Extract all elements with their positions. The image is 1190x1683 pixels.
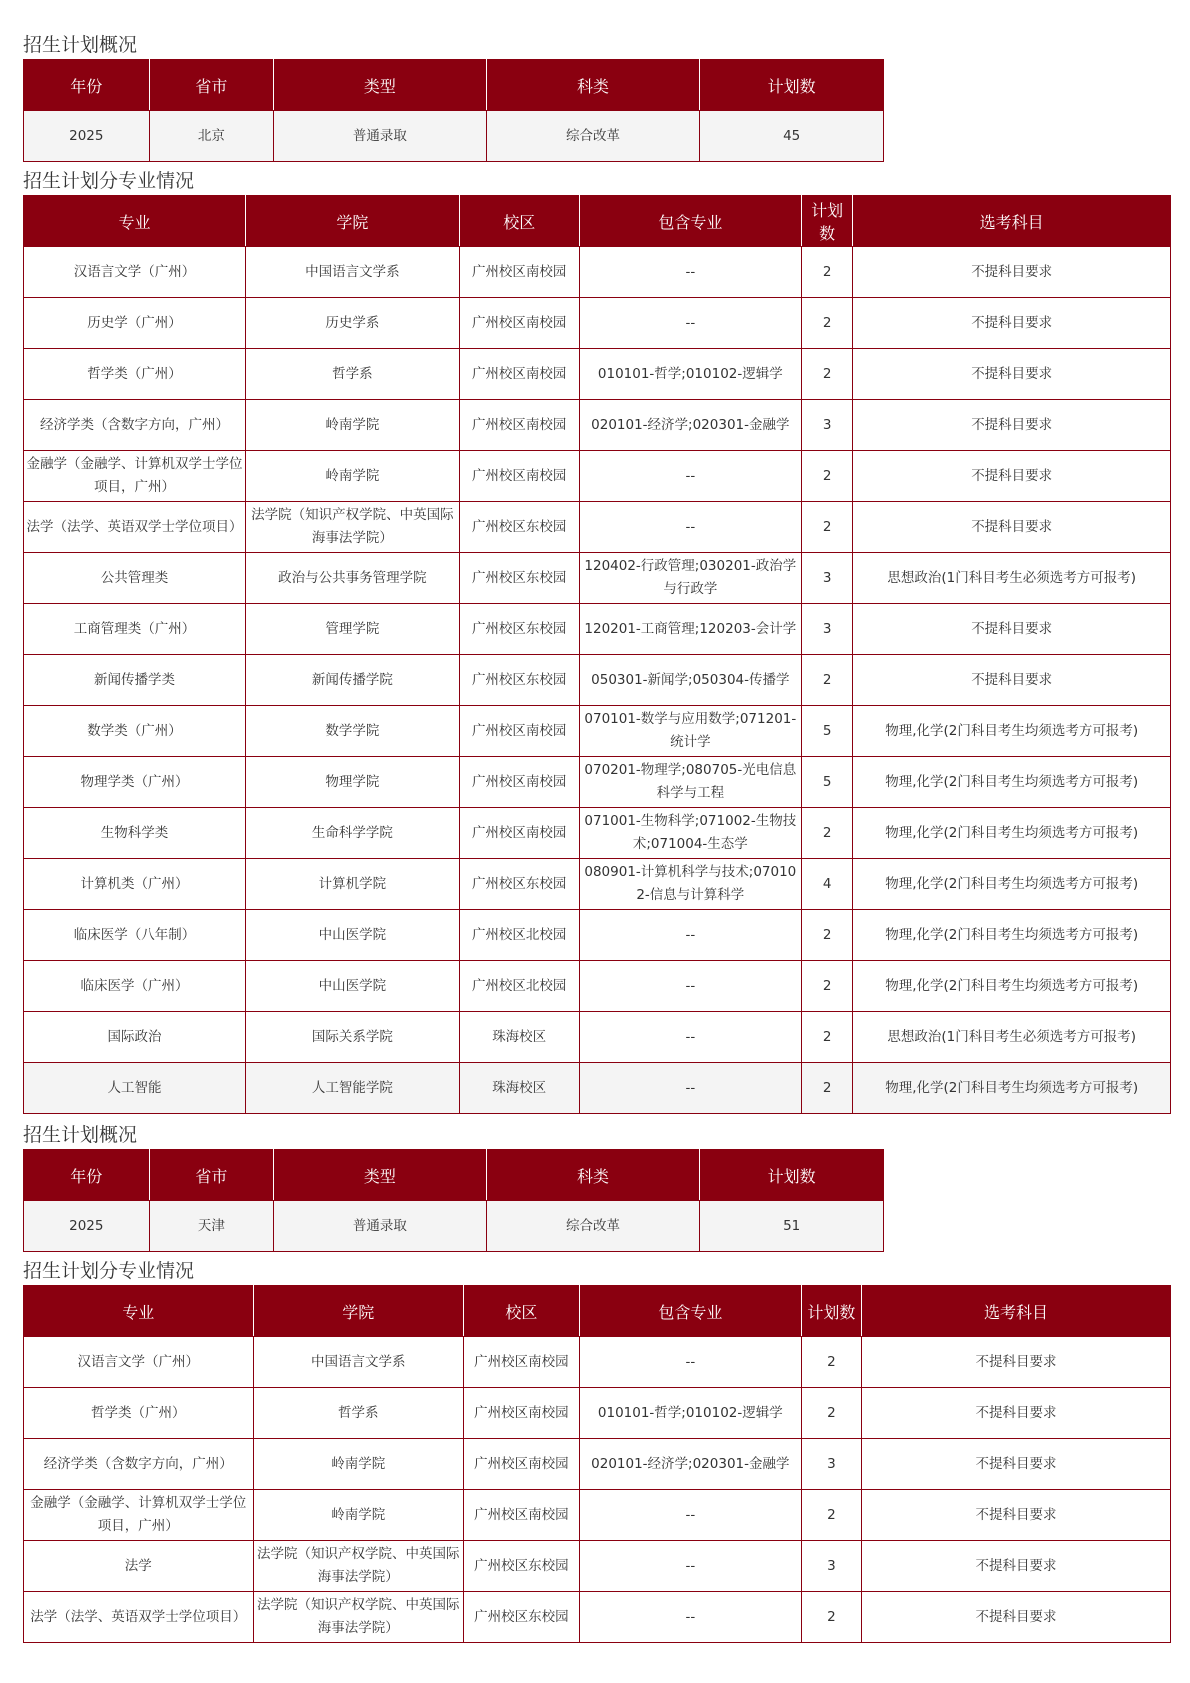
cell-college: 岭南学院	[253, 1439, 463, 1490]
detail-title: 招生计划分专业情况	[23, 1260, 195, 1282]
header-campus: 校区	[459, 196, 579, 247]
cell-college: 法学院（知识产权学院、中英国际海事法学院）	[246, 502, 460, 553]
header-year: 年份	[24, 60, 150, 111]
table-row	[24, 1439, 1171, 1490]
cell-included-majors: --	[579, 1063, 801, 1114]
table-row	[24, 1541, 1171, 1592]
header-type: 类型	[274, 1150, 487, 1201]
detail-table-tianjin	[23, 1285, 1171, 1643]
cell-plan: 2	[801, 910, 853, 961]
cell-major: 汉语言文学（广州）	[24, 1337, 254, 1388]
cell-college: 岭南学院	[246, 400, 460, 451]
table-row	[24, 655, 1171, 706]
header-campus: 校区	[463, 1286, 579, 1337]
table-row	[24, 502, 1171, 553]
header-included-majors: 包含专业	[579, 1286, 801, 1337]
cell-subjects: 不提科目要求	[861, 1490, 1170, 1541]
header-year: 年份	[24, 1150, 150, 1201]
detail-header-row	[24, 196, 1171, 247]
cell-included-majors: --	[579, 502, 801, 553]
cell-major: 公共管理类	[24, 553, 246, 604]
table-row	[24, 706, 1171, 757]
cell-college: 政治与公共事务管理学院	[246, 553, 460, 604]
table-row	[24, 553, 1171, 604]
cell-campus: 广州校区东校园	[459, 655, 579, 706]
cell-plan: 3	[801, 553, 853, 604]
cell-campus: 广州校区东校园	[459, 859, 579, 910]
overview-title: 招生计划概况	[23, 34, 138, 56]
cell-college: 岭南学院	[246, 451, 460, 502]
cell-plan: 5	[801, 757, 853, 808]
overview-title: 招生计划概况	[23, 1124, 138, 1146]
cell-major: 哲学类（广州）	[24, 349, 246, 400]
cell-category: 综合改革	[486, 111, 700, 162]
cell-subjects: 不提科目要求	[853, 298, 1171, 349]
table-row	[24, 1063, 1171, 1114]
cell-included-majors: 020101-经济学;020301-金融学	[579, 1439, 801, 1490]
cell-subjects: 不提科目要求	[853, 349, 1171, 400]
overview-header-row	[24, 60, 884, 111]
cell-major: 计算机类（广州）	[24, 859, 246, 910]
cell-included-majors: --	[579, 451, 801, 502]
table-row	[24, 757, 1171, 808]
cell-year: 2025	[24, 111, 150, 162]
cell-college: 国际关系学院	[246, 1012, 460, 1063]
cell-college: 数学学院	[246, 706, 460, 757]
table-row	[24, 1490, 1171, 1541]
cell-subjects: 物理,化学(2门科目考生均须选考方可报考)	[853, 706, 1171, 757]
cell-included-majors: 050301-新闻学;050304-传播学	[579, 655, 801, 706]
cell-college: 中山医学院	[246, 910, 460, 961]
table-row	[24, 1592, 1171, 1643]
cell-category: 综合改革	[486, 1201, 700, 1252]
cell-plan: 2	[801, 502, 853, 553]
cell-subjects: 不提科目要求	[861, 1337, 1170, 1388]
overview-table-beijing	[23, 59, 884, 162]
cell-major: 生物科学类	[24, 808, 246, 859]
table-row	[24, 859, 1171, 910]
table-row	[24, 247, 1171, 298]
cell-major: 人工智能	[24, 1063, 246, 1114]
cell-plan: 2	[801, 349, 853, 400]
cell-campus: 广州校区南校园	[459, 757, 579, 808]
page-content	[23, 32, 1171, 1651]
cell-college: 物理学院	[246, 757, 460, 808]
cell-plan: 2	[801, 655, 853, 706]
cell-plan: 2	[801, 1063, 853, 1114]
cell-plan: 2	[801, 1592, 861, 1643]
cell-included-majors: 120402-行政管理;030201-政治学与行政学	[579, 553, 801, 604]
cell-campus: 广州校区东校园	[459, 604, 579, 655]
cell-major: 历史学（广州）	[24, 298, 246, 349]
cell-province: 北京	[149, 111, 274, 162]
table-row	[24, 1012, 1171, 1063]
cell-included-majors: 070101-数学与应用数学;071201-统计学	[579, 706, 801, 757]
cell-college: 哲学系	[253, 1388, 463, 1439]
cell-included-majors: --	[579, 1337, 801, 1388]
header-plan: 计划数	[700, 60, 884, 111]
cell-major: 工商管理类（广州）	[24, 604, 246, 655]
cell-campus: 广州校区南校园	[463, 1439, 579, 1490]
cell-campus: 广州校区南校园	[459, 298, 579, 349]
cell-province: 天津	[149, 1201, 274, 1252]
cell-major: 金融学（金融学、计算机双学士学位项目，广州）	[24, 451, 246, 502]
cell-plan: 3	[801, 400, 853, 451]
cell-campus: 珠海校区	[459, 1063, 579, 1114]
cell-included-majors: --	[579, 247, 801, 298]
cell-included-majors: --	[579, 910, 801, 961]
overview-row	[24, 111, 884, 162]
table-row	[24, 910, 1171, 961]
cell-year: 2025	[24, 1201, 150, 1252]
cell-college: 中山医学院	[246, 961, 460, 1012]
cell-campus: 广州校区南校园	[459, 400, 579, 451]
cell-included-majors: --	[579, 1012, 801, 1063]
cell-type: 普通录取	[274, 111, 487, 162]
cell-subjects: 不提科目要求	[861, 1541, 1170, 1592]
cell-included-majors: 010101-哲学;010102-逻辑学	[579, 1388, 801, 1439]
cell-plan: 45	[700, 111, 884, 162]
header-plan: 计划数	[700, 1150, 884, 1201]
cell-subjects: 不提科目要求	[853, 502, 1171, 553]
cell-subjects: 不提科目要求	[853, 655, 1171, 706]
cell-included-majors: 070201-物理学;080705-光电信息科学与工程	[579, 757, 801, 808]
cell-included-majors: --	[579, 298, 801, 349]
cell-included-majors: 020101-经济学;020301-金融学	[579, 400, 801, 451]
cell-subjects: 不提科目要求	[861, 1388, 1170, 1439]
table-row	[24, 808, 1171, 859]
cell-major: 金融学（金融学、计算机双学士学位项目，广州）	[24, 1490, 254, 1541]
cell-plan: 51	[700, 1201, 884, 1252]
cell-college: 法学院（知识产权学院、中英国际海事法学院）	[253, 1541, 463, 1592]
header-major: 专业	[24, 1286, 254, 1337]
cell-included-majors: --	[579, 961, 801, 1012]
overview-table-tianjin	[23, 1149, 884, 1252]
table-row	[24, 349, 1171, 400]
cell-subjects: 物理,化学(2门科目考生均须选考方可报考)	[853, 1063, 1171, 1114]
cell-major: 国际政治	[24, 1012, 246, 1063]
cell-major: 哲学类（广州）	[24, 1388, 254, 1439]
header-college: 学院	[253, 1286, 463, 1337]
cell-major: 经济学类（含数字方向，广州）	[24, 400, 246, 451]
detail-title: 招生计划分专业情况	[23, 170, 195, 192]
cell-plan: 2	[801, 1388, 861, 1439]
cell-included-majors: --	[579, 1541, 801, 1592]
header-subjects: 选考科目	[861, 1286, 1170, 1337]
cell-campus: 广州校区南校园	[463, 1490, 579, 1541]
table-row	[24, 298, 1171, 349]
cell-college: 人工智能学院	[246, 1063, 460, 1114]
cell-major: 物理学类（广州）	[24, 757, 246, 808]
cell-included-majors: --	[579, 1490, 801, 1541]
cell-plan: 2	[801, 1337, 861, 1388]
cell-college: 中国语言文学系	[246, 247, 460, 298]
cell-major: 临床医学（广州）	[24, 961, 246, 1012]
cell-subjects: 物理,化学(2门科目考生均须选考方可报考)	[853, 808, 1171, 859]
table-row	[24, 400, 1171, 451]
cell-subjects: 物理,化学(2门科目考生均须选考方可报考)	[853, 961, 1171, 1012]
cell-college: 计算机学院	[246, 859, 460, 910]
cell-campus: 广州校区东校园	[459, 502, 579, 553]
cell-college: 岭南学院	[253, 1490, 463, 1541]
cell-subjects: 物理,化学(2门科目考生均须选考方可报考)	[853, 859, 1171, 910]
cell-plan: 2	[801, 808, 853, 859]
cell-major: 经济学类（含数字方向，广州）	[24, 1439, 254, 1490]
cell-major: 法学（法学、英语双学士学位项目）	[24, 502, 246, 553]
cell-college: 哲学系	[246, 349, 460, 400]
cell-subjects: 不提科目要求	[853, 247, 1171, 298]
table-row	[24, 604, 1171, 655]
cell-plan: 3	[801, 1541, 861, 1592]
cell-included-majors: --	[579, 1592, 801, 1643]
cell-college: 管理学院	[246, 604, 460, 655]
cell-major: 法学（法学、英语双学士学位项目）	[24, 1592, 254, 1643]
cell-major: 临床医学（八年制）	[24, 910, 246, 961]
cell-campus: 广州校区东校园	[463, 1541, 579, 1592]
cell-campus: 广州校区南校园	[463, 1388, 579, 1439]
header-college: 学院	[246, 196, 460, 247]
header-province: 省市	[149, 1150, 274, 1201]
cell-type: 普通录取	[274, 1201, 487, 1252]
header-category: 科类	[486, 1150, 700, 1201]
header-major: 专业	[24, 196, 246, 247]
overview-row	[24, 1201, 884, 1252]
cell-plan: 2	[801, 1490, 861, 1541]
header-subjects: 选考科目	[853, 196, 1171, 247]
cell-plan: 5	[801, 706, 853, 757]
overview-header-row	[24, 1150, 884, 1201]
cell-plan: 2	[801, 247, 853, 298]
cell-plan: 3	[801, 1439, 861, 1490]
cell-included-majors: 010101-哲学;010102-逻辑学	[579, 349, 801, 400]
cell-subjects: 不提科目要求	[853, 604, 1171, 655]
cell-campus: 广州校区北校园	[459, 910, 579, 961]
header-plan: 计划数	[801, 196, 853, 247]
cell-campus: 广州校区南校园	[459, 706, 579, 757]
cell-plan: 4	[801, 859, 853, 910]
cell-included-majors: 080901-计算机科学与技术;070102-信息与计算科学	[579, 859, 801, 910]
detail-header-row	[24, 1286, 1171, 1337]
cell-major: 数学类（广州）	[24, 706, 246, 757]
cell-major: 法学	[24, 1541, 254, 1592]
header-category: 科类	[486, 60, 700, 111]
cell-campus: 广州校区南校园	[459, 808, 579, 859]
cell-plan: 2	[801, 961, 853, 1012]
cell-campus: 广州校区东校园	[459, 553, 579, 604]
cell-campus: 广州校区北校园	[459, 961, 579, 1012]
cell-campus: 广州校区南校园	[459, 349, 579, 400]
cell-subjects: 不提科目要求	[861, 1439, 1170, 1490]
cell-subjects: 物理,化学(2门科目考生均须选考方可报考)	[853, 757, 1171, 808]
header-province: 省市	[149, 60, 274, 111]
cell-plan: 2	[801, 451, 853, 502]
cell-subjects: 思想政治(1门科目考生必须选考方可报考)	[853, 1012, 1171, 1063]
cell-plan: 3	[801, 604, 853, 655]
cell-subjects: 物理,化学(2门科目考生均须选考方可报考)	[853, 910, 1171, 961]
cell-plan: 2	[801, 1012, 853, 1063]
table-row	[24, 451, 1171, 502]
cell-campus: 广州校区南校园	[459, 451, 579, 502]
cell-college: 生命科学学院	[246, 808, 460, 859]
cell-plan: 2	[801, 298, 853, 349]
cell-campus: 广州校区东校园	[463, 1592, 579, 1643]
cell-campus: 珠海校区	[459, 1012, 579, 1063]
cell-college: 法学院（知识产权学院、中英国际海事法学院）	[253, 1592, 463, 1643]
header-plan: 计划数	[801, 1286, 861, 1337]
cell-major: 汉语言文学（广州）	[24, 247, 246, 298]
cell-subjects: 不提科目要求	[853, 400, 1171, 451]
cell-included-majors: 120201-工商管理;120203-会计学	[579, 604, 801, 655]
cell-subjects: 不提科目要求	[853, 451, 1171, 502]
cell-subjects: 不提科目要求	[861, 1592, 1170, 1643]
table-row	[24, 961, 1171, 1012]
cell-college: 历史学系	[246, 298, 460, 349]
cell-college: 新闻传播学院	[246, 655, 460, 706]
cell-college: 中国语言文学系	[253, 1337, 463, 1388]
header-included-majors: 包含专业	[579, 196, 801, 247]
cell-included-majors: 071001-生物科学;071002-生物技术;071004-生态学	[579, 808, 801, 859]
table-row	[24, 1337, 1171, 1388]
header-type: 类型	[274, 60, 487, 111]
cell-campus: 广州校区南校园	[459, 247, 579, 298]
cell-subjects: 思想政治(1门科目考生必须选考方可报考)	[853, 553, 1171, 604]
table-row	[24, 1388, 1171, 1439]
cell-major: 新闻传播学类	[24, 655, 246, 706]
cell-campus: 广州校区南校园	[463, 1337, 579, 1388]
detail-table-beijing	[23, 195, 1171, 1114]
